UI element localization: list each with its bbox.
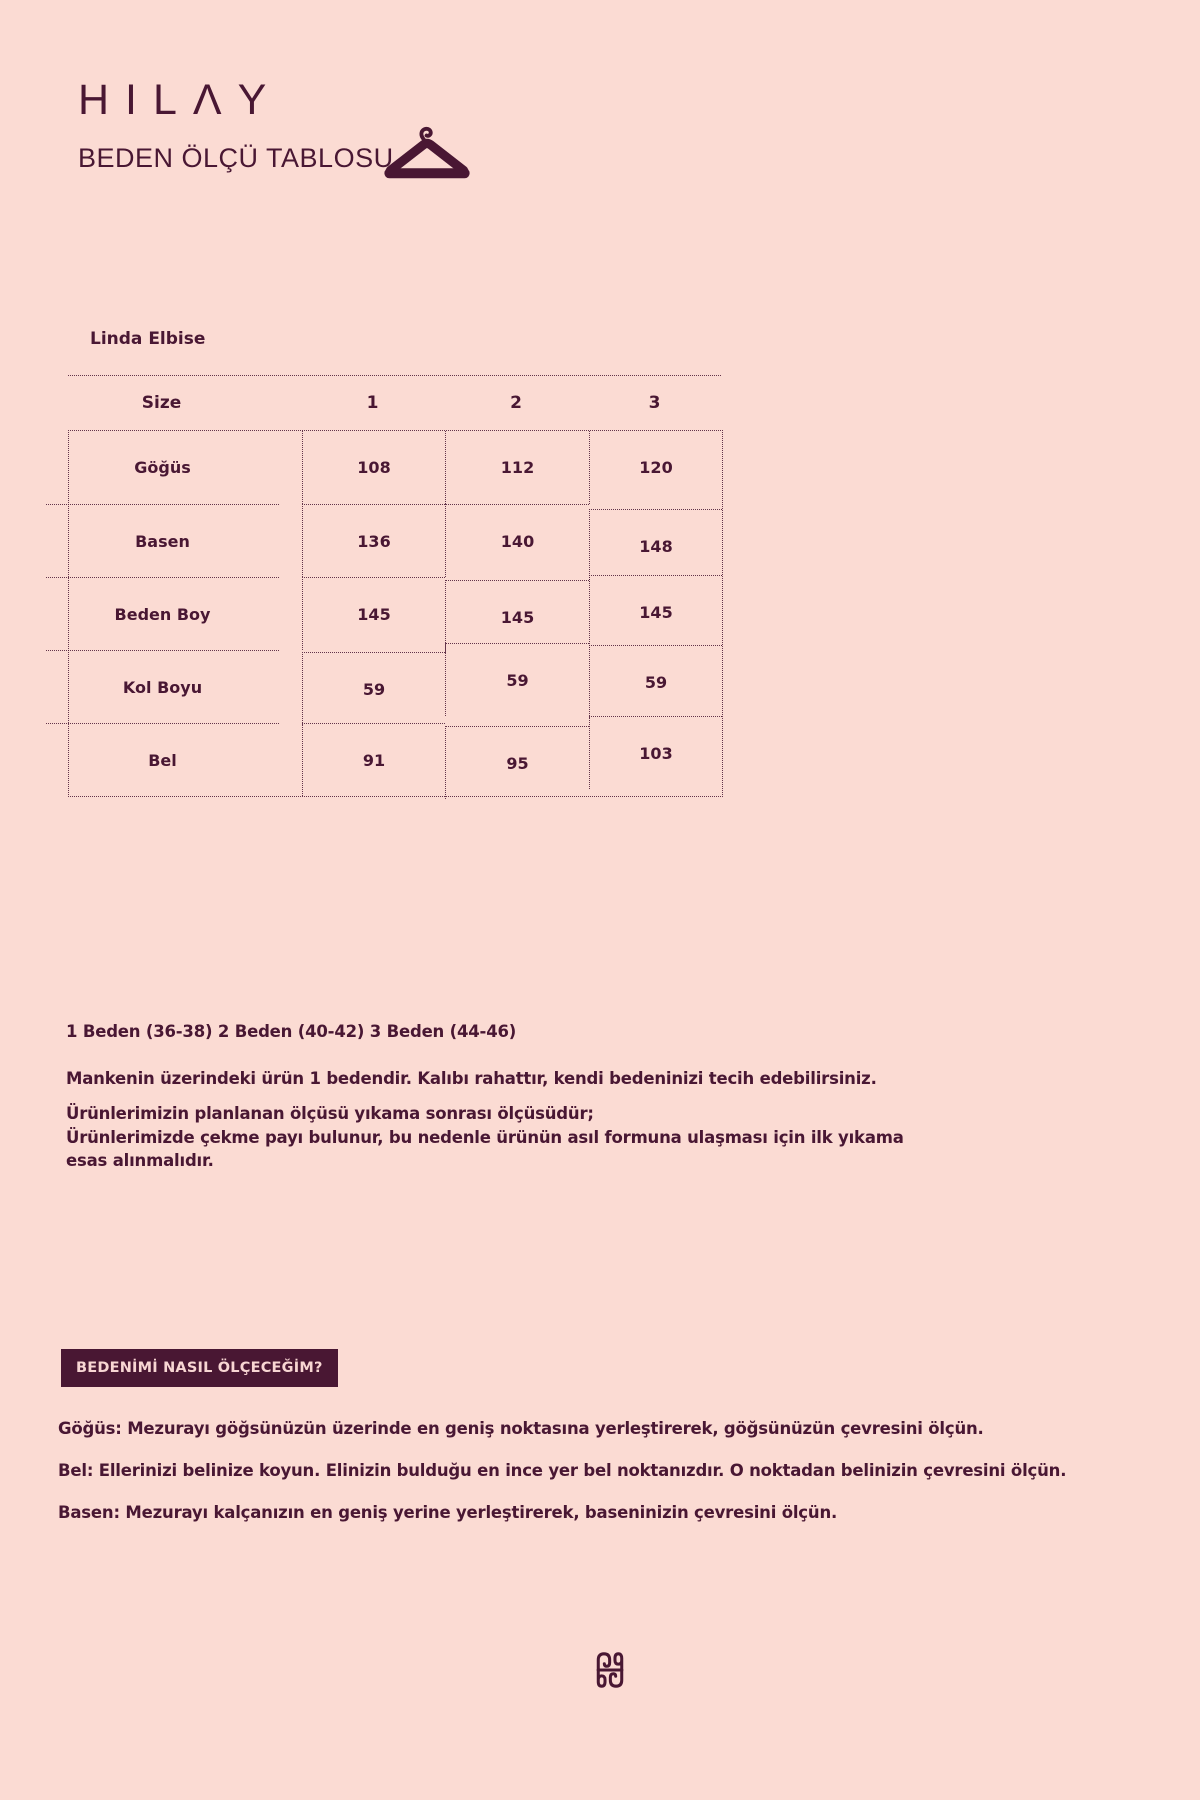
wash-note bbox=[66, 1102, 904, 1173]
row-label-gogus: Göğüs bbox=[134, 458, 191, 477]
table-cell: 91 bbox=[302, 723, 445, 796]
size-table-header bbox=[68, 388, 721, 418]
table-cell: 136 bbox=[302, 504, 445, 577]
table-cell: 103 bbox=[589, 716, 722, 789]
hanger-icon bbox=[383, 124, 471, 184]
size-table bbox=[68, 430, 723, 797]
size-legend: 1 Beden (36-38) 2 Beden (40-42) 3 Beden (44-46) bbox=[66, 1022, 517, 1041]
divider bbox=[68, 375, 721, 376]
table-cell: 145 bbox=[589, 575, 722, 648]
hilay-monogram-icon bbox=[594, 1648, 626, 1692]
column-header-3: 3 bbox=[648, 393, 661, 413]
table-cell: 108 bbox=[302, 431, 445, 504]
table-cell: 145 bbox=[445, 580, 589, 653]
table-cell: 140 bbox=[445, 504, 589, 577]
wash-note-line: Ürünlerimizde çekme payı bulunur, bu nedenle ürünün asıl formuna ulaşması için ilk yıkama bbox=[66, 1127, 904, 1147]
row-label-kol-boyu: Kol Boyu bbox=[46, 650, 279, 723]
column-header-1: 1 bbox=[366, 393, 379, 413]
brand-logo: HILΛY bbox=[78, 76, 283, 124]
howto-waist: Bel: Ellerinizi belinize koyun. Elinizin bulduğu en ince yer bel noktanızdır. O noktadan belinizin çevresini ölçün. bbox=[58, 1461, 1067, 1480]
table-cell: 148 bbox=[589, 509, 722, 582]
row-label-bel: Bel bbox=[46, 723, 279, 796]
column-header-2: 2 bbox=[510, 393, 522, 413]
wash-note-line: esas alınmalıdır. bbox=[66, 1151, 214, 1170]
table-cell: 59 bbox=[445, 643, 589, 716]
fit-note: Mankenin üzerindeki ürün 1 bedendir. Kalıbı rahattır, kendi bedeninizi tecih edebilirsiniz. bbox=[66, 1069, 877, 1088]
table-cell: 95 bbox=[445, 726, 589, 799]
page-title: BEDEN ÖLÇÜ TABLOSU bbox=[78, 143, 394, 173]
table-cell: 120 bbox=[589, 431, 722, 504]
howto-chest: Göğüs: Mezurayı göğsünüzün üzerinde en geniş noktasına yerleştirerek, göğsünüzün çevresini ölçün. bbox=[58, 1419, 984, 1438]
table-cell: 59 bbox=[589, 645, 722, 718]
column-header-size: Size bbox=[141, 393, 182, 413]
table-cell: 112 bbox=[445, 431, 589, 504]
table-cell: 145 bbox=[302, 577, 445, 650]
howto-hips: Basen: Mezurayı kalçanızın en geniş yerine yerleştirerek, baseninizin çevresini ölçün. bbox=[58, 1503, 838, 1522]
table-cell: 59 bbox=[302, 652, 445, 725]
how-to-measure-button[interactable]: BEDENİMİ NASIL ÖLÇECEĞİM? bbox=[61, 1349, 338, 1387]
row-label-beden-boy: Beden Boy bbox=[46, 577, 279, 650]
row-label-basen: Basen bbox=[46, 504, 279, 577]
product-name: Linda Elbise bbox=[90, 329, 206, 349]
wash-note-line: Ürünlerimizin planlanan ölçüsü yıkama sonrası ölçüsüdür; bbox=[66, 1104, 594, 1123]
